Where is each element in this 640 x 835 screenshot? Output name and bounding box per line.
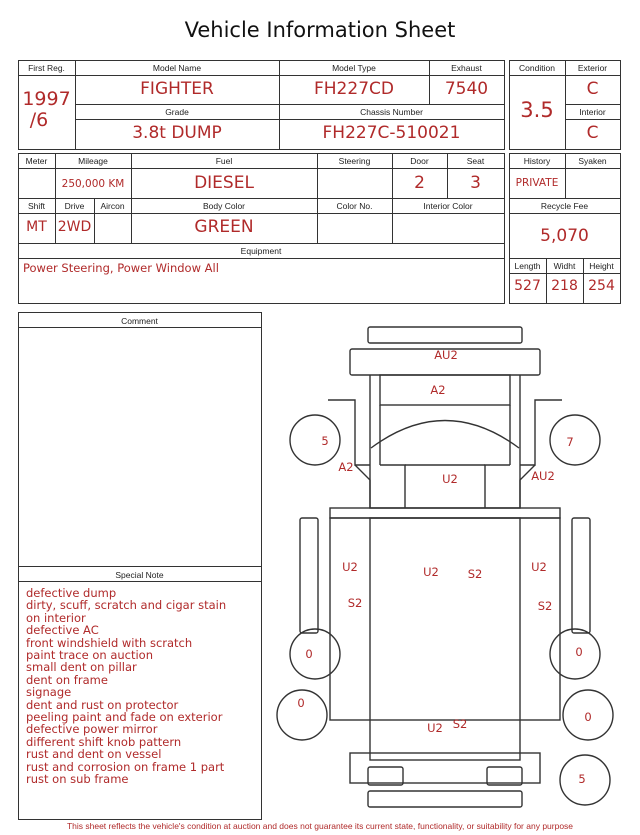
truck-outline xyxy=(277,327,613,807)
exhaust-value: 7540 xyxy=(444,79,489,99)
tire-front-left-icon xyxy=(290,415,340,465)
mark-hood: A2 xyxy=(430,383,446,397)
tire-mark-spare: 5 xyxy=(578,772,586,786)
mark-bed-right: U2 xyxy=(531,560,547,574)
mark-left-door: A2 xyxy=(338,460,354,474)
mark-bed-right-lower: S2 xyxy=(537,599,553,613)
first-reg-year: 1997 xyxy=(22,88,71,110)
condition-label: Condition xyxy=(519,63,555,73)
seat-value: 3 xyxy=(470,173,481,193)
aircon-label: Aircon xyxy=(100,201,125,211)
fuel-value: DIESEL xyxy=(194,173,254,193)
special-note-item: on interior xyxy=(26,610,86,625)
tire-front-right-icon xyxy=(550,415,600,465)
mark-bed-left: U2 xyxy=(342,560,358,574)
bed-right-panel xyxy=(572,518,590,633)
color-no-label: Color No. xyxy=(336,201,373,211)
body-color-value: GREEN xyxy=(194,217,254,237)
drive-label: Drive xyxy=(64,201,85,211)
model-type-value: FH227CD xyxy=(314,79,394,99)
tire-rear-left-1-icon xyxy=(290,629,340,679)
special-note-item: peeling paint and fade on exterior xyxy=(26,710,223,725)
chassis-rail xyxy=(330,508,560,518)
tire-mark-rear-right-1: 0 xyxy=(575,645,583,659)
tire-mark-rear-left-2: 0 xyxy=(297,696,305,710)
special-note-item: different shift knob pattern xyxy=(26,734,182,749)
mark-right-door: AU2 xyxy=(531,469,555,483)
rear-bottom-bar xyxy=(368,791,522,807)
body-color-label: Body Color xyxy=(202,201,246,211)
tire-mark-rear-left-1: 0 xyxy=(305,647,313,661)
condition-value: 3.5 xyxy=(520,98,554,122)
interior-label: Interior xyxy=(579,107,606,117)
interior-color-label: Interior Color xyxy=(423,201,473,211)
windshield xyxy=(371,421,519,449)
first-reg-label: First Reg. xyxy=(28,63,65,73)
drive-value: 2WD xyxy=(57,219,92,235)
equipment-value: Power Steering, Power Window All xyxy=(23,261,219,275)
width-label: Widht xyxy=(553,261,576,271)
page-title: Vehicle Information Sheet xyxy=(184,18,456,42)
front-top-bar xyxy=(368,327,522,343)
special-note-item: signage xyxy=(26,685,72,700)
rear-bumper xyxy=(350,753,540,783)
height-label: Height xyxy=(589,261,614,271)
chassis-number-value: FH227C-510021 xyxy=(322,123,461,143)
meter-label: Meter xyxy=(25,156,48,166)
tire-mark-front-left: 5 xyxy=(321,434,329,448)
mark-bed-center: U2 xyxy=(423,565,439,579)
disclaimer-footer: This sheet reflects the vehicle's condition at auction and does not guarantee its current state, functionality, or suitability for any purpose xyxy=(66,821,574,831)
special-note-item: front windshield with scratch xyxy=(26,635,193,650)
bed-inner xyxy=(370,518,520,760)
mileage-label: Mileage xyxy=(78,156,108,166)
exterior-value: C xyxy=(586,79,599,99)
history-label: History xyxy=(523,156,551,166)
comment-label: Comment xyxy=(121,316,158,326)
exterior-label: Exterior xyxy=(577,63,608,73)
recycle-fee-value: 5,070 xyxy=(540,226,589,246)
special-note-item: dent on frame xyxy=(26,672,108,687)
special-note-item: small dent on pillar xyxy=(26,660,137,675)
syaken-label: Syaken xyxy=(578,156,607,166)
special-note-item: rust on sub frame xyxy=(26,772,129,787)
shift-label: Shift xyxy=(27,201,45,211)
width-value: 218 xyxy=(551,278,578,294)
grade-value: 3.8t DUMP xyxy=(132,123,222,143)
recycle-fee-label: Recycle Fee xyxy=(540,201,589,211)
special-note-item: defective AC xyxy=(26,623,99,638)
special-note-item: rust and corrosion on frame 1 part xyxy=(26,759,225,774)
equipment-label: Equipment xyxy=(240,246,282,256)
shift-value: MT xyxy=(26,219,47,235)
steering-label: Steering xyxy=(338,156,371,166)
special-note-list xyxy=(26,587,261,786)
fuel-label: Fuel xyxy=(215,156,233,166)
mileage-value: 250,000 KM xyxy=(61,178,125,190)
seat-label: Seat xyxy=(466,156,485,166)
truck-damage-diagram xyxy=(270,315,640,820)
tire-mark-rear-right-2: 0 xyxy=(584,710,592,724)
interior-value: C xyxy=(586,123,599,143)
mark-tailgate-2: S2 xyxy=(452,717,468,731)
grade-label: Grade xyxy=(165,107,189,117)
mark-windshield: U2 xyxy=(442,472,458,486)
special-note-item: dent and rust on protector xyxy=(26,697,179,712)
special-note-item: dirty, scuff, scratch and cigar stain xyxy=(26,598,227,613)
special-note-item: defective dump xyxy=(26,586,117,600)
door-value: 2 xyxy=(414,173,425,193)
special-note-label: Special Note xyxy=(115,570,164,580)
history-value: PRIVATE xyxy=(515,177,559,189)
model-type-label: Model Type xyxy=(332,63,376,73)
special-note-item: defective power mirror xyxy=(26,722,158,737)
model-name-value: FIGHTER xyxy=(140,79,214,99)
length-label: Length xyxy=(514,261,541,271)
special-note-item: paint trace on auction xyxy=(26,648,153,663)
mark-bed-left-lower: S2 xyxy=(347,596,363,610)
mark-tailgate-1: U2 xyxy=(427,721,443,735)
first-reg-month: /6 xyxy=(29,109,49,131)
exhaust-label: Exhaust xyxy=(451,63,482,73)
chassis-number-label: Chassis Number xyxy=(360,107,423,117)
length-value: 527 xyxy=(514,278,541,294)
mark-front-bumper: AU2 xyxy=(434,348,458,362)
special-note-item: rust and dent on vessel xyxy=(26,747,162,762)
height-value: 254 xyxy=(588,278,615,294)
mark-bed-center-2: S2 xyxy=(467,567,483,581)
model-name-label: Model Name xyxy=(152,63,202,73)
tire-mark-front-right: 7 xyxy=(566,435,574,449)
bed-left-panel xyxy=(300,518,318,633)
bed-outer xyxy=(330,518,560,720)
door-label: Door xyxy=(410,156,429,166)
